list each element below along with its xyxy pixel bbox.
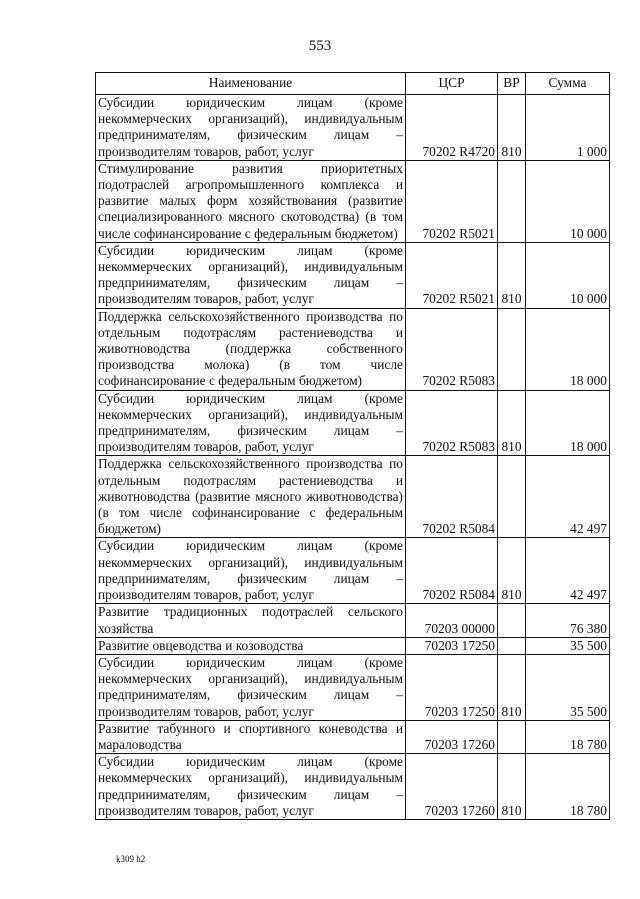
row-name: Стимулирование развития приоритетных подотраслей агропромышленного комплекса и развитие малых форм хозяйствования (развитие специализированного мясного скотоводства) (в том числе софинансирование с федеральным бюджетом) — [96, 160, 406, 242]
row-name: Субсидии юридическим лицам (кроме некоммерческих организаций), индивидуальным предпринимателям, физическим лицам – производителям товаров, работ, услуг — [96, 654, 406, 720]
row-csr: 70202 R5084 — [406, 456, 498, 538]
table-header-row — [96, 73, 610, 95]
row-name: Развитие традиционных подотраслей сельского хозяйства — [96, 604, 406, 637]
table-row — [96, 308, 610, 390]
row-vr: 810 — [498, 754, 526, 820]
table-row — [96, 654, 610, 720]
row-name: Развитие овцеводства и козоводства — [96, 637, 406, 654]
row-vr — [498, 308, 526, 390]
row-csr: 70203 17250 — [406, 637, 498, 654]
row-sum: 18 000 — [526, 390, 610, 456]
row-csr: 70202 R5021 — [406, 242, 498, 308]
row-vr: 810 — [498, 538, 526, 604]
row-vr — [498, 720, 526, 753]
row-name: Субсидии юридическим лицам (кроме некоммерческих организаций), индивидуальным предпринимателям, физическим лицам – производителям товаров, работ, услуг — [96, 242, 406, 308]
row-vr: 810 — [498, 95, 526, 161]
row-sum: 76 380 — [526, 604, 610, 637]
row-sum: 18 000 — [526, 308, 610, 390]
footer-code: k309 h2 — [116, 854, 146, 864]
row-csr: 70203 17250 — [406, 654, 498, 720]
row-name: Развитие табунного и спортивного коневодства и мараловодства — [96, 720, 406, 753]
table-row — [96, 456, 610, 538]
row-vr: 810 — [498, 242, 526, 308]
row-name: Субсидии юридическим лицам (кроме некоммерческих организаций), индивидуальным предпринимателям, физическим лицам – производителям товаров, работ, услуг — [96, 390, 406, 456]
table-row — [96, 637, 610, 654]
table-row — [96, 604, 610, 637]
row-csr: 70202 R5083 — [406, 308, 498, 390]
header-sum: Сумма — [526, 73, 610, 95]
table-row — [96, 160, 610, 242]
row-csr: 70203 17260 — [406, 720, 498, 753]
row-name: Субсидии юридическим лицам (кроме некоммерческих организаций), индивидуальным предпринимателям, физическим лицам – производителям товаров, работ, услуг — [96, 95, 406, 161]
row-vr: 810 — [498, 390, 526, 456]
row-sum: 42 497 — [526, 456, 610, 538]
row-vr — [498, 604, 526, 637]
table-row — [96, 754, 610, 820]
page-number: 553 — [308, 38, 332, 54]
table-row — [96, 390, 610, 456]
row-sum: 42 497 — [526, 538, 610, 604]
table-row — [96, 538, 610, 604]
header-csr: ЦСР — [406, 73, 498, 95]
table-row — [96, 720, 610, 753]
table-row — [96, 95, 610, 161]
row-vr — [498, 160, 526, 242]
row-name: Поддержка сельскохозяйственного производства по отдельным подотраслям растениеводства и животноводства (поддержка собственного производства молока) (в том числе софинансирование с федеральным бюджетом) — [96, 308, 406, 390]
row-csr: 70202 R5021 — [406, 160, 498, 242]
header-vr: ВР — [498, 73, 526, 95]
row-csr: 70203 00000 — [406, 604, 498, 637]
row-csr: 70203 17260 — [406, 754, 498, 820]
row-sum: 18 780 — [526, 754, 610, 820]
row-csr: 70202 R4720 — [406, 95, 498, 161]
row-sum: 10 000 — [526, 242, 610, 308]
header-name: Наименование — [96, 73, 406, 95]
row-sum: 18 780 — [526, 720, 610, 753]
row-name: Поддержка сельскохозяйственного производства по отдельным подотраслям растениеводства и животноводства (развитие мясного животноводства) (в том числе софинансирование с федеральным бюджетом) — [96, 456, 406, 538]
row-name: Субсидии юридическим лицам (кроме некоммерческих организаций), индивидуальным предпринимателям, физическим лицам – производителям товаров, работ, услуг — [96, 538, 406, 604]
row-name: Субсидии юридическим лицам (кроме некоммерческих организаций), индивидуальным предпринимателям, физическим лицам – производителям товаров, работ, услуг — [96, 754, 406, 820]
table-row — [96, 242, 610, 308]
row-csr: 70202 R5083 — [406, 390, 498, 456]
row-sum: 35 500 — [526, 637, 610, 654]
budget-table — [95, 72, 610, 820]
row-vr — [498, 637, 526, 654]
row-sum: 35 500 — [526, 654, 610, 720]
row-vr — [498, 456, 526, 538]
row-sum: 1 000 — [526, 95, 610, 161]
row-csr: 70202 R5084 — [406, 538, 498, 604]
row-sum: 10 000 — [526, 160, 610, 242]
row-vr: 810 — [498, 654, 526, 720]
